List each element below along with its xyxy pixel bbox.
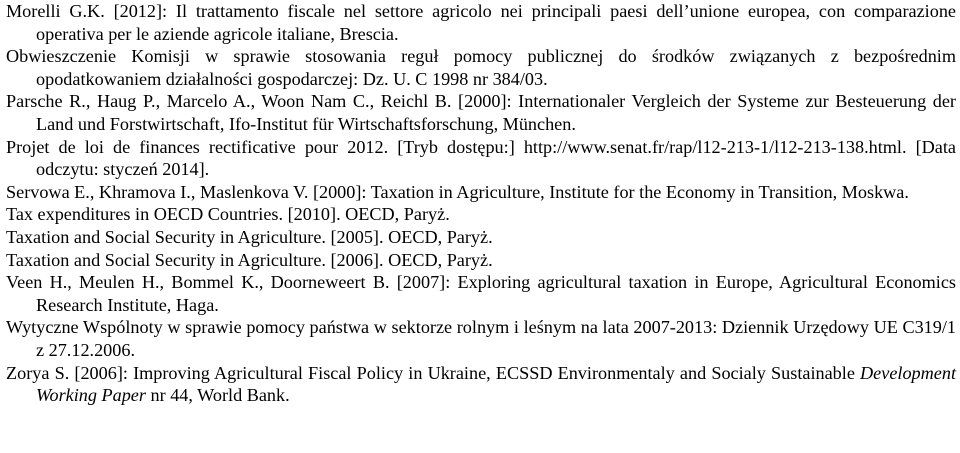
reference-entry [6,362,956,407]
reference-entry: Parsche R., Haug P., Marcelo A., Woon Nam C., Reichl B. [2000]: Internationaler Vergleich der Systeme zur Besteuerung der Land und Forstwirtschaft, Ifo-Institut für Wirtschaftsforschung, München. [6,91,956,134]
reference-entry: Wytyczne Wspólnoty w sprawie pomocy państwa w sektorze rolnym i leśnym na lata 2007-2013: Dziennik Urzędowy UE C319/1 z 27.12.2006. [6,317,956,360]
reference-entry: Servowa E., Khramova I., Maslenkova V. [2000]: Taxation in Agriculture, Institute for the Economy in Transition, Moskwa. [6,181,909,202]
reference-list [6,0,956,407]
reference-entry: Obwieszczenie Komisji w sprawie stosowania reguł pomocy publicznej do środków związanych z bezpośrednim opodatkowaniem działalności gospodarczej: Dz. U. C 1998 nr 384/03. [6,46,956,89]
reference-entry: Tax expenditures in OECD Countries. [2010]. OECD, Paryż. [6,204,450,225]
reference-entry: Taxation and Social Security in Agriculture. [2006]. OECD, Paryż. [6,249,493,270]
reference-entry: Veen H., Meulen H., Bommel K., Doorneweert B. [2007]: Exploring agricultural taxation in Europe, Agricultural Economics Research Institute, Haga. [6,272,956,315]
reference-italic-text: Development Working Paper [36,362,956,406]
reference-entry: Morelli G.K. [2012]: Il trattamento fiscale nel settore agricolo nei principali paesi dell’unione europea, con comparazione operativa per le aziende agricole italiane, Brescia. [6,1,956,44]
reference-text: nr 44, World Bank. [145,385,290,406]
reference-entry: Projet de loi de finances rectificative pour 2012. [Tryb dostępu:] http://www.senat.fr/rap/l12-213-1/l12-213-138.html. [Data odczytu: styczeń 2014]. [6,136,956,180]
reference-entry: Taxation and Social Security in Agriculture. [2005]. OECD, Paryż. [6,226,493,247]
reference-text: Zorya S. [2006]: Improving Agricultural Fiscal Policy in Ukraine, ECSSD Environmentaly and Socialy Sustainable [6,362,861,383]
